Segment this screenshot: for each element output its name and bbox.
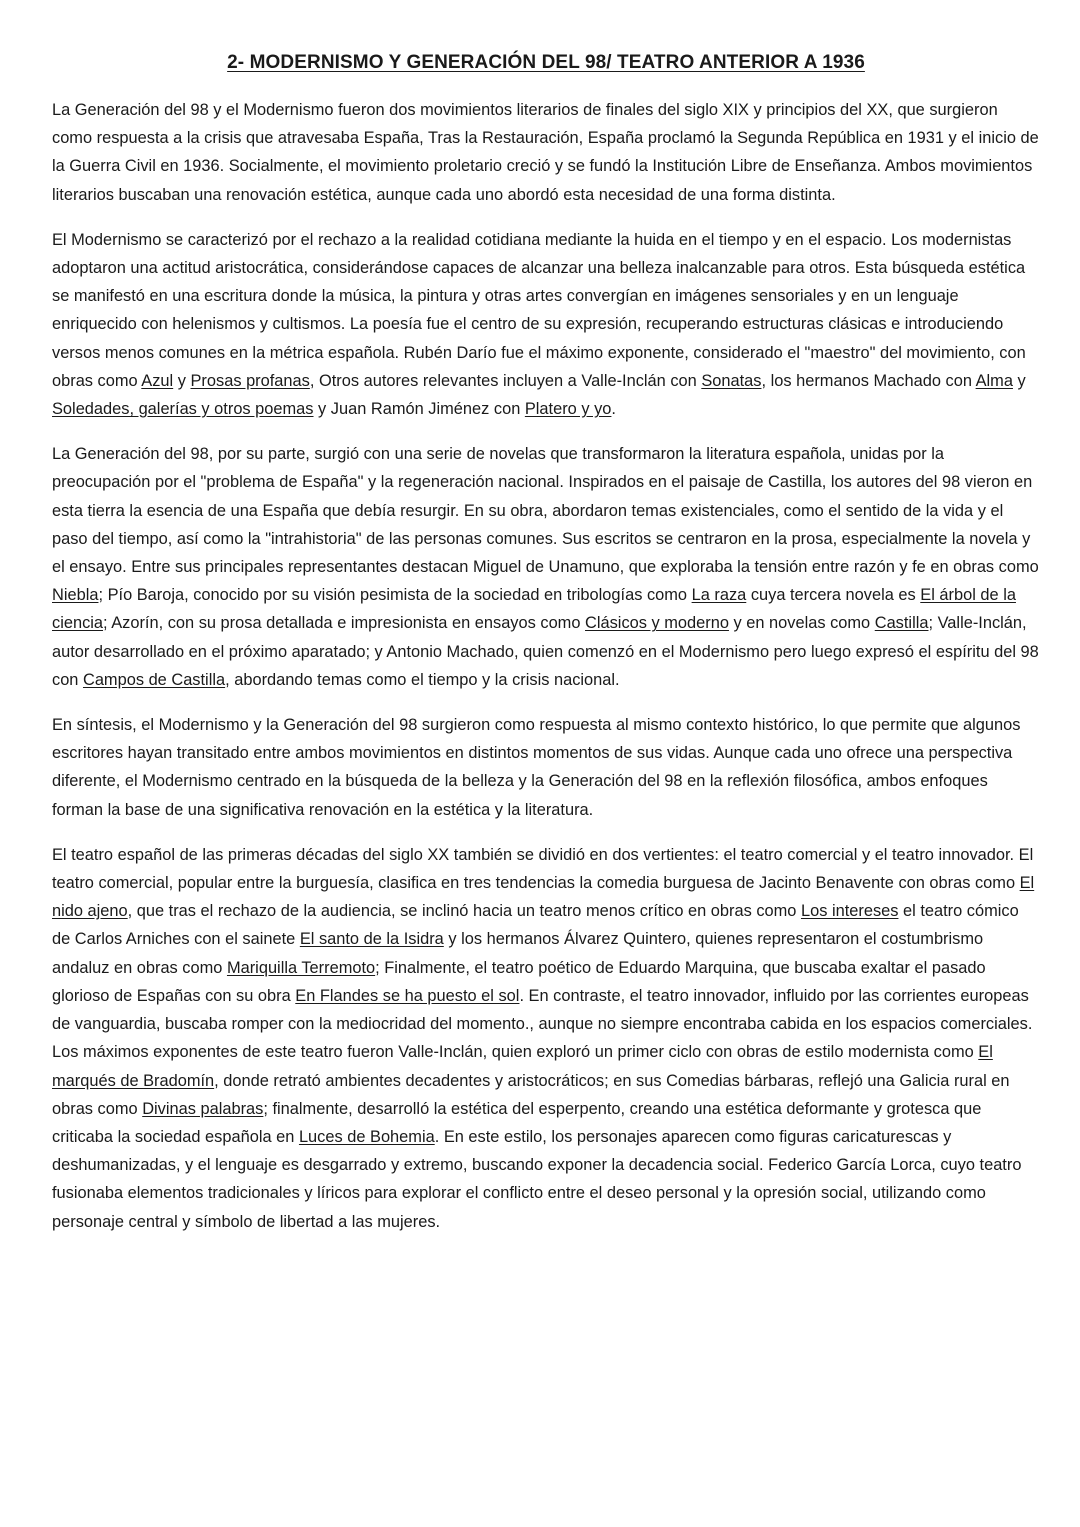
text-run: El teatro español de las primeras décadas del siglo XX también se dividió en dos vertientes: el teatro comercial y el teatro innovador. El teatro comercial, popular entre la burguesía, clasifica en tres tendencias la comedia burguesa de Jacinto Benavente con obras como xyxy=(52,845,1034,893)
work-title: Prosas profanas xyxy=(190,371,310,390)
text-run: y xyxy=(1012,371,1026,390)
work-title: El marqués de Bradomín xyxy=(52,1043,993,1090)
text-run: ; finalmente, desarrolló la estética del esperpento, creando una estética deformante y grotesca que criticaba la sociedad española en xyxy=(52,1099,982,1146)
paragraph xyxy=(52,440,1040,694)
work-title: Platero y yo xyxy=(524,400,612,419)
document-title: 2- MODERNISMO Y GENERACIÓN DEL 98/ TEATRO ANTERIOR A 1936 xyxy=(227,52,865,73)
text-run: el teatro cómico de Carlos Arniches con el sainete xyxy=(52,902,1019,949)
paragraph xyxy=(52,841,1040,1236)
work-title: Niebla xyxy=(52,586,99,605)
work-title: Azul xyxy=(141,371,174,390)
work-title: El santo de la Isidra xyxy=(299,930,444,949)
text-run: y en novelas como xyxy=(728,614,875,633)
text-run: . xyxy=(611,400,616,419)
text-run: y xyxy=(173,371,191,390)
work-title: La raza xyxy=(691,586,747,605)
text-run: ; Pío Baroja, conocido por su visión pesimista de la sociedad en tribologías como xyxy=(98,586,692,605)
text-run: ; Azorín, con su prosa detallada e impresionista en ensayos como xyxy=(103,614,586,633)
text-run: La Generación del 98 y el Modernismo fueron dos movimientos literarios de finales del siglo XIX y principios del XX, que surgieron como respuesta a la crisis que atravesaba España, Tras la Restauración, España proclamó la Segunda República en 1931 y el inicio de la Guerra Civil en 1936. Socialmente, el movimiento proletario creció y se fundó la Institución Libre de Enseñanza. Ambos movimientos literarios buscaban una renovación estética, aunque cada uno abordó esta necesidad de una forma distinta. xyxy=(52,101,1039,204)
text-run: , los hermanos Machado con xyxy=(761,371,976,390)
work-title: El nido ajeno xyxy=(52,874,1035,921)
text-run: , abordando temas como el tiempo y la crisis nacional. xyxy=(225,670,620,689)
text-run: y los hermanos Álvarez Quintero, quienes representaron el costumbrismo andaluz en obras como xyxy=(52,930,984,977)
text-run: ; Valle-Inclán, autor desarrollado en el próximo aparatado; y Antonio Machado, quien comenzó en el Modernismo pero luego expresó el espíritu del 98 con xyxy=(52,614,1039,689)
work-title: Mariquilla Terremoto xyxy=(226,958,376,977)
text-run: , Otros autores relevantes incluyen a Valle-Inclán con xyxy=(309,371,702,390)
work-title: Castilla xyxy=(874,614,929,633)
work-title: El árbol de la ciencia xyxy=(52,586,1016,633)
work-title: En Flandes se ha puesto el sol xyxy=(295,986,520,1005)
work-title: Clásicos y moderno xyxy=(585,614,729,633)
text-run: . En este estilo, los personajes aparecen como figuras caricaturescas y deshumanizadas, y el lenguaje es desgarrado y extremo, buscando exponer la decadencia social. Federico García Lorca, cuyo teatro fusionaba elementos tradicionales y líricos para explorar el conflicto entre el deseo personal y la opresión social, utilizando como personaje central y símbolo de libertad a las mujeres. xyxy=(52,1127,1022,1231)
text-run: y Juan Ramón Jiménez con xyxy=(313,400,525,419)
work-title: Los intereses xyxy=(800,902,899,921)
text-run: La Generación del 98, por su parte, surgió con una serie de novelas que transformaron la literatura española, unidas por la preocupación por el "problema de España" y la regeneración nacional. Inspirados en el paisaje de Castilla, los autores del 98 vieron en esta tierra la esencia de una España que debía resurgir. En su obra, abordaron temas existenciales, como el sentido de la vida y el paso del tiempo, así como la "intrahistoria" de las personas comunes. Sus escritos se centraron en la prosa, especialmente la novela y el ensayo. Entre sus principales representantes destacan Miguel de Unamuno, que exploraba la tensión entre razón y fe en obras como xyxy=(52,445,1039,577)
text-run: ; Finalmente, el teatro poético de Eduardo Marquina, que buscaba exaltar el pasado glorioso de Españas con su obra xyxy=(52,958,986,1005)
text-run: , que tras el rechazo de la audiencia, se inclinó hacia un teatro menos crítico en obras como xyxy=(127,902,801,921)
text-run: , donde retrató ambientes decadentes y aristocráticos; en sus Comedias bárbaras, reflejó una Galicia rural en obras como xyxy=(52,1071,1010,1118)
text-run: . En contraste, el teatro innovador, influido por las corrientes europeas de vanguardia, buscaba romper con la mediocridad del momento., aunque no siempre encontraba cabida en los espacios comerciales. Los máximos exponentes de este teatro fueron Valle-Inclán, quien exploró un primer ciclo con obras de estilo modernista como xyxy=(52,986,1033,1062)
work-title: Campos de Castilla xyxy=(82,670,226,689)
work-title: Sonatas xyxy=(701,371,762,390)
paragraph xyxy=(52,711,1040,824)
text-run: El Modernismo se caracterizó por el rechazo a la realidad cotidiana mediante la huida en el tiempo y en el espacio. Los modernistas adoptaron una actitud aristocrática, considerándose capaces de alcanzar una belleza inalcanzable para otros. Esta búsqueda estética se manifestó en una escritura donde la música, la pintura y otras artes convergían en imágenes sensoriales y en un lenguaje enriquecido con helenismos y cultismos. La poesía fue el centro de su expresión, recuperando estructuras clásicas e introduciendo versos menos comunes en la métrica española. Rubén Darío fue el máximo exponente, considerado el "maestro" del movimiento, con obras como xyxy=(52,230,1026,390)
text-run: En síntesis, el Modernismo y la Generación del 98 surgieron como respuesta al mismo contexto histórico, lo que permite que algunos escritores hayan transitado entre ambos movimientos en distintos momentos de sus vidas. Aunque cada uno ofrece una perspectiva diferente, el Modernismo centrado en la búsqueda de la belleza y la Generación del 98 en la reflexión filosófica, ambos enfoques forman la base de una significativa renovación en la estética y la literatura. xyxy=(52,716,1021,819)
work-title: Soledades, galerías y otros poemas xyxy=(52,400,314,419)
work-title: Luces de Bohemia xyxy=(298,1127,435,1146)
work-title: Alma xyxy=(975,371,1013,390)
paragraph xyxy=(52,96,1040,209)
document-body xyxy=(52,96,1040,1236)
paragraph xyxy=(52,226,1040,423)
work-title: Divinas palabras xyxy=(142,1099,264,1118)
text-run: cuya tercera novela es xyxy=(746,586,921,605)
